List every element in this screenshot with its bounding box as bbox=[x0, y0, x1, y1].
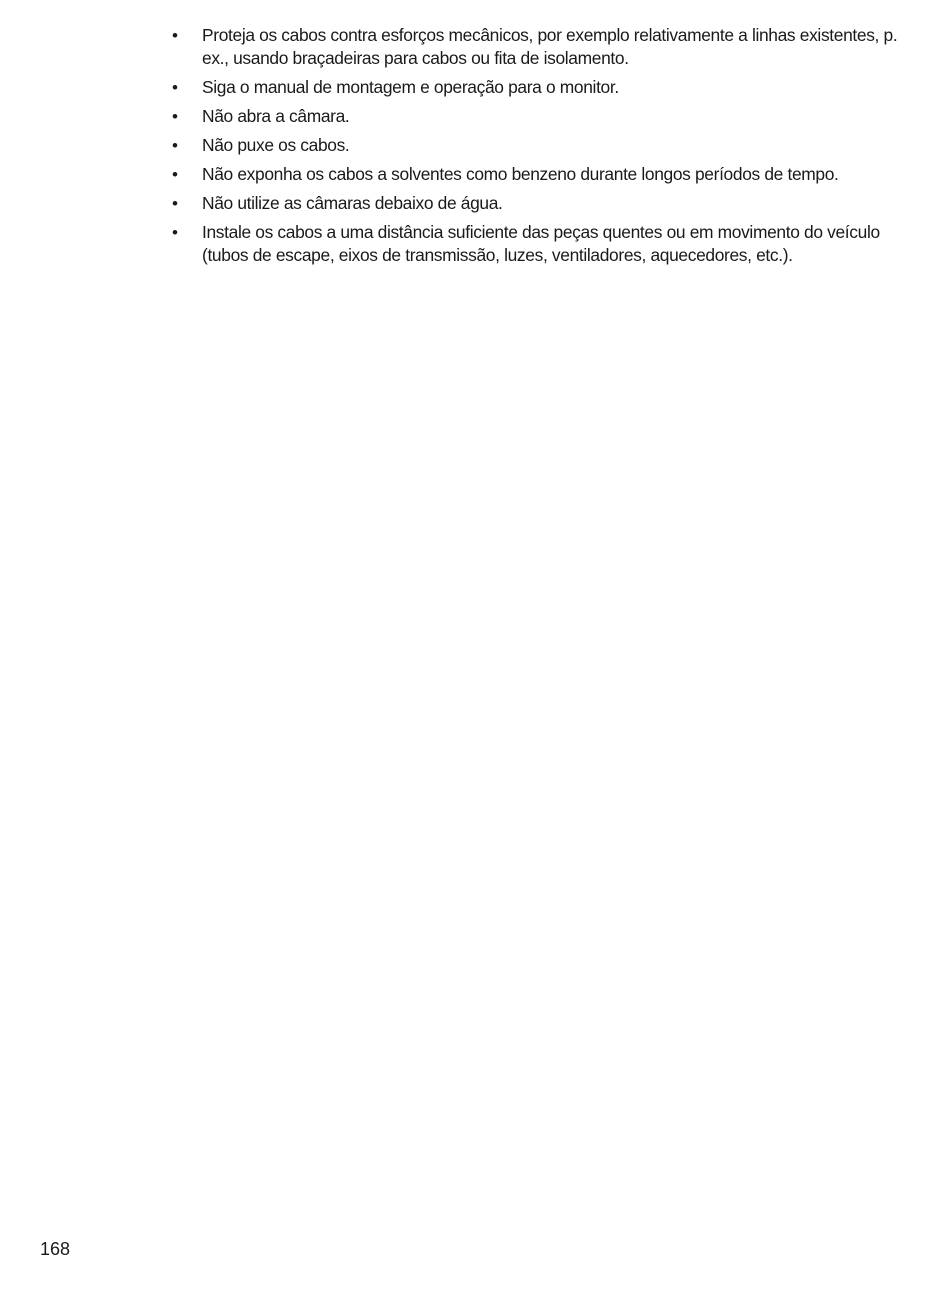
list-item bbox=[172, 105, 912, 128]
list-item-text: Siga o manual de montagem e operação para o monitor. bbox=[202, 77, 619, 97]
list-item-text: Instale os cabos a uma distância suficiente das peças quentes ou em movimento do veículo (tubos de escape, eixos de transmissão, luzes, ventiladores, aquecedores, etc.). bbox=[202, 222, 880, 265]
list-item-text: Proteja os cabos contra esforços mecânicos, por exemplo relativamente a linhas existentes, p. ex., usando braçadeiras para cabos ou fita de isolamento. bbox=[202, 25, 898, 68]
list-item bbox=[172, 76, 912, 99]
bullet-icon: • bbox=[172, 223, 178, 242]
bullet-icon: • bbox=[172, 165, 178, 184]
bullet-icon: • bbox=[172, 194, 178, 213]
page-number: 168 bbox=[40, 1239, 71, 1259]
list-item bbox=[172, 221, 912, 267]
bullet-icon: • bbox=[172, 26, 178, 45]
bullet-icon: • bbox=[172, 107, 178, 126]
list-item-text: Não exponha os cabos a solventes como benzeno durante longos períodos de tempo. bbox=[202, 164, 839, 184]
list-item-text: Não abra a câmara. bbox=[202, 106, 350, 126]
list-item-text: Não puxe os cabos. bbox=[202, 135, 350, 155]
list-item-text: Não utilize as câmaras debaixo de água. bbox=[202, 193, 503, 213]
list-item bbox=[172, 134, 912, 157]
list-item bbox=[172, 24, 912, 70]
list-item bbox=[172, 163, 912, 186]
bullet-icon: • bbox=[172, 136, 178, 155]
bullet-icon: • bbox=[172, 78, 178, 97]
safety-instructions-list bbox=[172, 24, 912, 273]
list-item bbox=[172, 192, 912, 215]
